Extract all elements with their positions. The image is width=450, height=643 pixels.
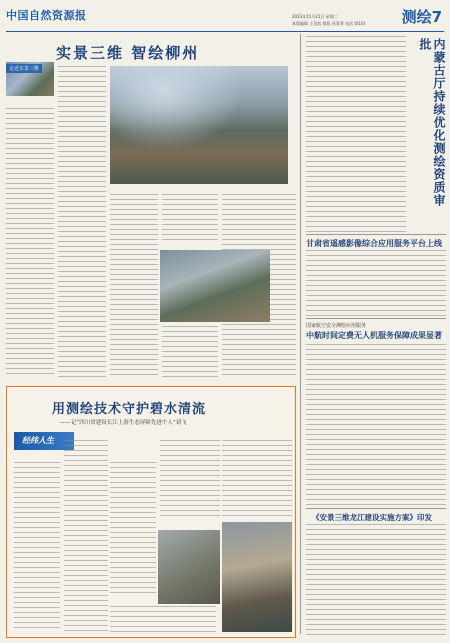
feature-text-col-5 (222, 440, 292, 518)
issue-date: 2023年11月21日 星期二 (292, 14, 338, 19)
feature-banner-text: 经纬人生 (22, 435, 54, 445)
feature-photo-2 (158, 530, 220, 604)
right-text-1 (306, 36, 406, 232)
right-text-3 (306, 344, 446, 506)
feature-text-col-2 (64, 440, 108, 632)
right-text-2 (306, 250, 446, 316)
right-kicker: 国家航空安全测绘应用服务 (306, 323, 367, 329)
main-text-col-3 (110, 194, 158, 378)
main-text-col-2 (58, 66, 106, 378)
main-text-col-1 (6, 108, 54, 378)
right-headline-4: 《安景三维龙江建设实施方案》印发 (312, 513, 432, 522)
feature-photo-1 (222, 522, 292, 632)
right-headline-1: 内蒙古厅持续优化测绘资质审批 (418, 38, 446, 207)
right-headline-3: 中航时间定费无人机服务保障成果显著 (306, 330, 442, 340)
right-rule-1 (306, 234, 446, 235)
feature-text-col-4 (160, 440, 220, 520)
right-rule-2 (306, 318, 446, 319)
paper-name: 中国自然资源报 (6, 9, 87, 22)
section-label: 测绘7 (401, 8, 442, 26)
main-headline: 实景三维 智绘柳州 (56, 44, 200, 62)
main-text-col-6 (162, 326, 218, 378)
column-tag: 走近实景三维 (6, 64, 42, 73)
right-rule-3 (306, 508, 446, 509)
feature-text-col-1 (14, 462, 60, 632)
main-text-col-4 (162, 194, 218, 244)
masthead (6, 4, 444, 32)
feature-subtitle: ——记“四川省建设长江上游生态屏障先进个人”刘飞 (60, 420, 187, 426)
right-text-4 (306, 524, 446, 636)
city-photo (110, 66, 288, 184)
feature-text-col-3 (110, 462, 156, 594)
editor-line: 本版编辑 王昊凯 排版 孙菁菁 电话 (010) (292, 21, 366, 26)
right-headline-2: 甘肃省遥感影像综合应用服务平台上线 (306, 238, 442, 248)
column-divider (300, 34, 301, 634)
mid-photo (160, 250, 270, 322)
feature-headline: 用测绘技术守护碧水清流 (52, 402, 207, 417)
feature-text-col-6 (110, 606, 216, 632)
